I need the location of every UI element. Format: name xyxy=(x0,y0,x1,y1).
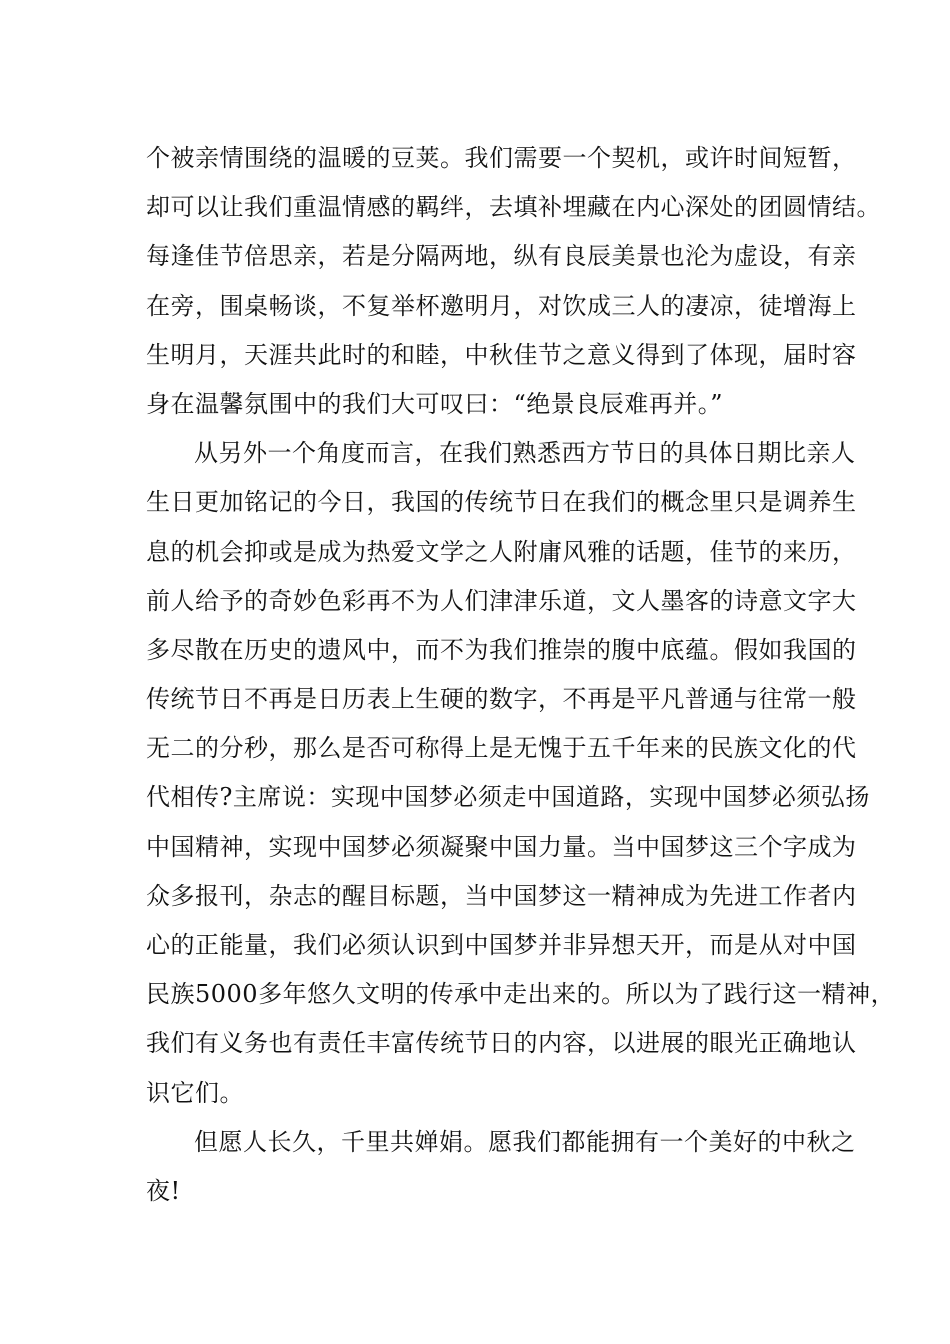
text-line: 却可以让我们重温情感的羁绊，去填补埋藏在内心深处的团圆情结。 xyxy=(146,193,881,222)
text-line: 多尽散在历史的遗风中，而不为我们推崇的腹中底蕴。假如我国的 xyxy=(146,635,857,664)
text-line: 个被亲情围绕的温暖的豆荚。我们需要一个契机，或许时间短暂， xyxy=(146,144,857,172)
text-line: 身在温馨氛围中的我们大可叹曰：“绝景良辰难再并。” xyxy=(146,389,724,418)
body-text xyxy=(146,134,896,1216)
paragraph-start-line: 但愿人长久，千里共婵娟。愿我们都能拥有一个美好的中秋之 xyxy=(194,1127,856,1156)
text-line: 每逢佳节倍思亲，若是分隔两地，纵有良辰美景也沦为虚设，有亲 xyxy=(146,242,857,271)
text-line: 夜! xyxy=(146,1176,181,1205)
text-line: 生明月，天涯共此时的和睦，中秋佳节之意义得到了体现，届时容 xyxy=(146,340,857,369)
text-line: 众多报刊，杂志的醒目标题，当中国梦这一精神成为先进工作者内 xyxy=(146,881,857,910)
text-line: 前人给予的奇妙色彩再不为人们津津乐道，文人墨客的诗意文字大 xyxy=(146,586,857,615)
text-line: 民族5000多年悠久文明的传承中走出来的。所以为了践行这一精神， xyxy=(146,980,896,1009)
text-line: 息的机会抑或是成为热爱文学之人附庸风雅的话题，佳节的来历， xyxy=(146,537,857,566)
text-line: 中国精神，实现中国梦必须凝聚中国力量。当中国梦这三个字成为 xyxy=(146,832,857,861)
text-line: 我们有义务也有责任丰富传统节日的内容，以进展的眼光正确地认 xyxy=(146,1029,857,1058)
text-line: 心的正能量，我们必须认识到中国梦并非异想天开，而是从对中国 xyxy=(146,931,857,959)
paragraph-start-line: 从另外一个角度而言，在我们熟悉西方节日的具体日期比亲人 xyxy=(194,439,856,468)
text-line: 在旁，围桌畅谈，不复举杯邀明月，对饮成三人的凄凉，徒增海上 xyxy=(146,291,857,320)
text-line: 传统节日不再是日历表上生硬的数字，不再是平凡普通与往常一般 xyxy=(146,685,857,714)
text-line: 无二的分秒，那么是否可称得上是无愧于五千年来的民族文化的代 xyxy=(146,734,857,763)
text-line: 生日更加铭记的今日，我国的传统节日在我们的概念里只是调养生 xyxy=(146,488,857,517)
text-line: 代相传?主席说：实现中国梦必须走中国道路，实现中国梦必须弘扬 xyxy=(146,783,870,812)
text-line: 识它们。 xyxy=(146,1078,244,1107)
